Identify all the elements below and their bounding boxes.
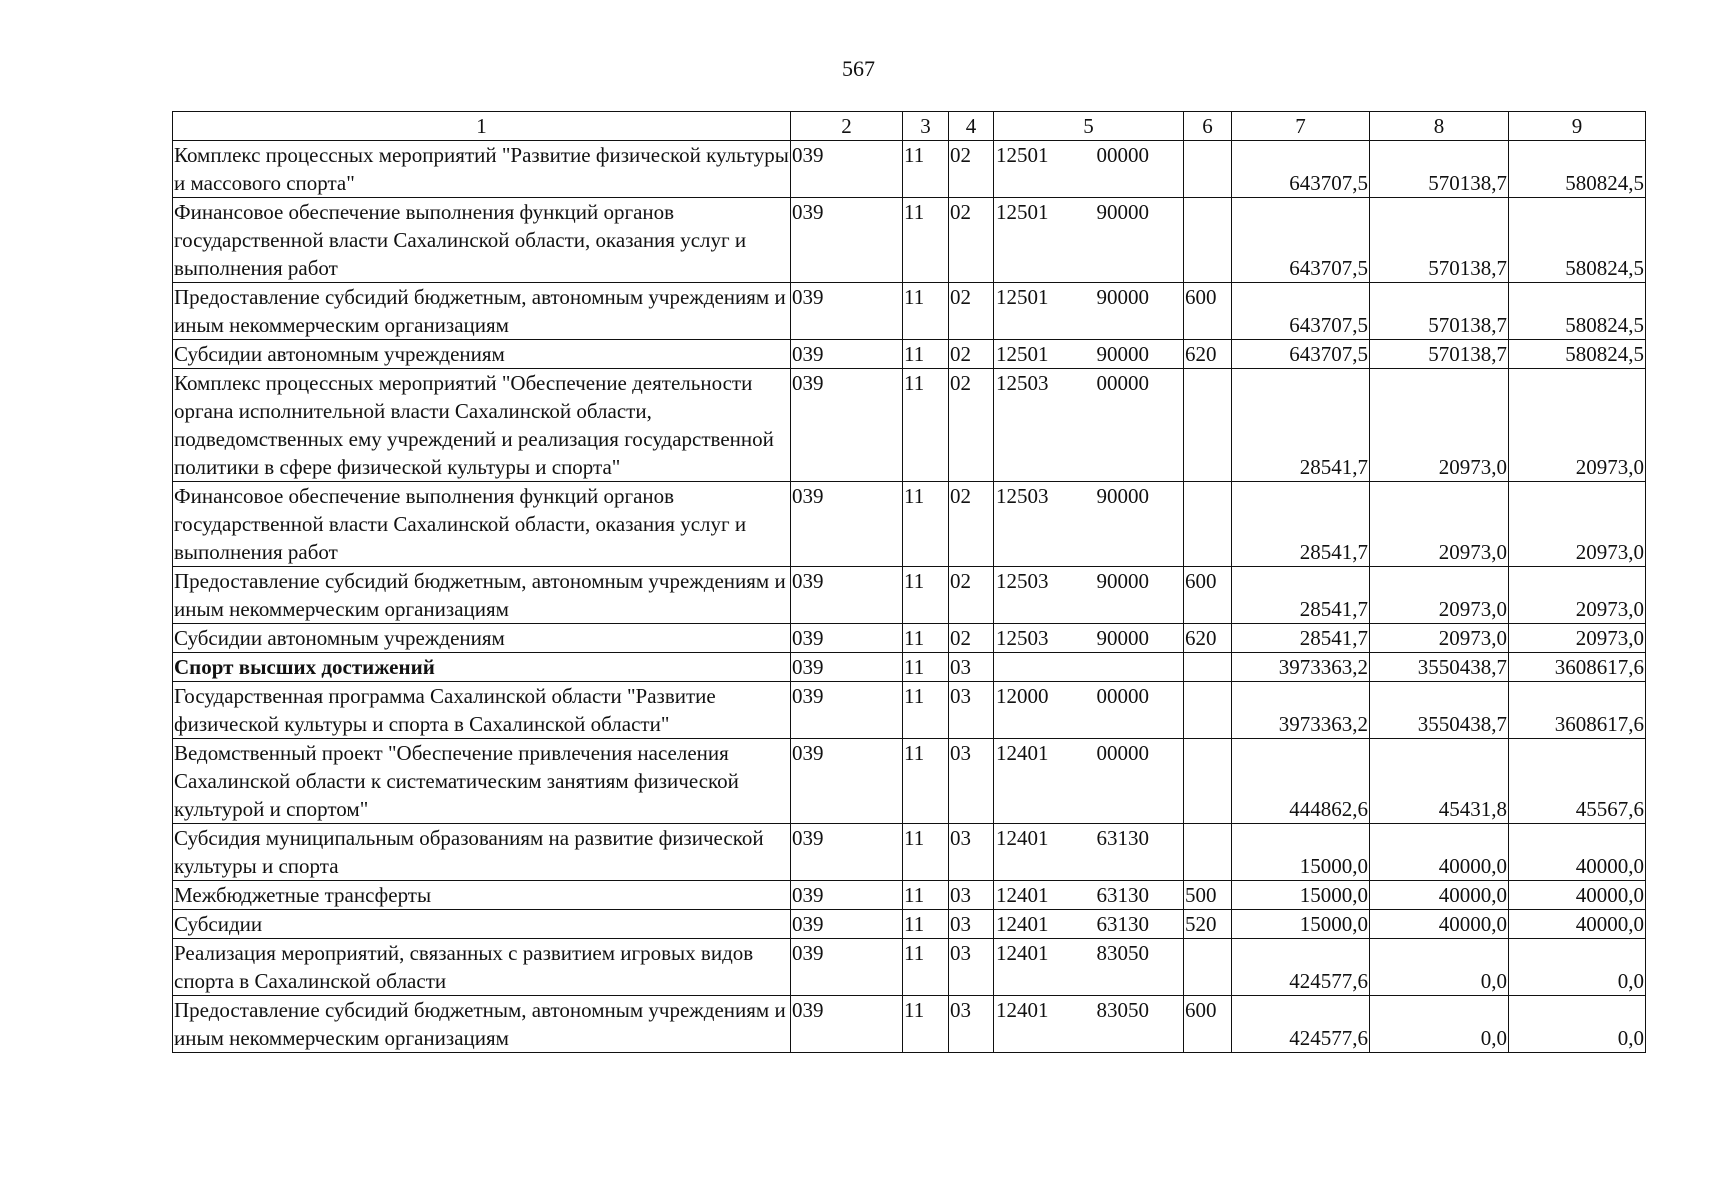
row-name-cell: Предоставление субсидий бюджетным, автономным учреждениям и иным некоммерческим организациям <box>173 996 791 1053</box>
header-row <box>173 112 1646 141</box>
subsection-code-cell: 02 <box>949 340 994 369</box>
header-cell-5: 5 <box>994 112 1184 141</box>
header-cell-7: 7 <box>1232 112 1370 141</box>
header-cell-4: 4 <box>949 112 994 141</box>
target-article-program: 12401 <box>996 883 1049 907</box>
ved-code-cell: 039 <box>791 910 903 939</box>
target-article-cell <box>994 340 1184 369</box>
section-code-cell: 11 <box>903 996 949 1053</box>
amount-col8-cell: 20973,0 <box>1370 624 1509 653</box>
ved-code-cell: 039 <box>791 939 903 996</box>
target-article-program: 12401 <box>996 741 1049 765</box>
target-article-direction: 90000 <box>1096 200 1149 224</box>
row-name-cell: Межбюджетные трансферты <box>173 881 791 910</box>
amount-col7-cell: 424577,6 <box>1232 996 1370 1053</box>
target-article-cell <box>994 653 1184 682</box>
amount-col8-cell: 3550438,7 <box>1370 682 1509 739</box>
row-name-cell: Субсидии автономным учреждениям <box>173 624 791 653</box>
target-article-program: 12503 <box>996 484 1049 508</box>
subsection-code-cell: 03 <box>949 653 994 682</box>
expense-type-cell <box>1184 369 1232 482</box>
target-article-program: 12401 <box>996 998 1049 1022</box>
header-cell-9: 9 <box>1509 112 1646 141</box>
target-article-cell <box>994 624 1184 653</box>
amount-col7-cell: 28541,7 <box>1232 369 1370 482</box>
amount-col9-cell: 0,0 <box>1509 996 1646 1053</box>
amount-col9-cell: 580824,5 <box>1509 340 1646 369</box>
subsection-code-cell: 03 <box>949 910 994 939</box>
expense-type-cell <box>1184 682 1232 739</box>
section-code-cell: 11 <box>903 910 949 939</box>
table-row <box>173 141 1646 198</box>
subsection-code-cell: 02 <box>949 283 994 340</box>
amount-col9-cell: 580824,5 <box>1509 283 1646 340</box>
amount-col9-cell: 3608617,6 <box>1509 653 1646 682</box>
target-article-cell <box>994 939 1184 996</box>
header-cell-2: 2 <box>791 112 903 141</box>
amount-col9-cell: 40000,0 <box>1509 824 1646 881</box>
target-article-cell <box>994 369 1184 482</box>
ved-code-cell: 039 <box>791 739 903 824</box>
expense-type-cell: 500 <box>1184 881 1232 910</box>
amount-col7-cell: 28541,7 <box>1232 567 1370 624</box>
ved-code-cell: 039 <box>791 567 903 624</box>
amount-col9-cell: 3608617,6 <box>1509 682 1646 739</box>
amount-col7-cell: 28541,7 <box>1232 624 1370 653</box>
subsection-code-cell: 02 <box>949 482 994 567</box>
header-cell-6: 6 <box>1184 112 1232 141</box>
subsection-code-cell: 03 <box>949 824 994 881</box>
amount-col7-cell: 643707,5 <box>1232 340 1370 369</box>
amount-col8-cell: 3550438,7 <box>1370 653 1509 682</box>
target-article-cell <box>994 739 1184 824</box>
target-article-program: 12401 <box>996 826 1049 850</box>
amount-col9-cell: 20973,0 <box>1509 369 1646 482</box>
header-cell-1: 1 <box>173 112 791 141</box>
table-row <box>173 653 1646 682</box>
amount-col8-cell: 0,0 <box>1370 939 1509 996</box>
target-article-direction: 90000 <box>1096 285 1149 309</box>
amount-col7-cell: 3973363,2 <box>1232 682 1370 739</box>
target-article-direction: 00000 <box>1096 684 1149 708</box>
target-article-cell <box>994 682 1184 739</box>
subsection-code-cell: 02 <box>949 567 994 624</box>
amount-col7-cell: 643707,5 <box>1232 283 1370 340</box>
section-code-cell: 11 <box>903 340 949 369</box>
row-name-cell: Субсидия муниципальным образованиям на развитие физической культуры и спорта <box>173 824 791 881</box>
subsection-code-cell: 02 <box>949 198 994 283</box>
section-code-cell: 11 <box>903 482 949 567</box>
ved-code-cell: 039 <box>791 283 903 340</box>
amount-col9-cell: 20973,0 <box>1509 482 1646 567</box>
row-name-cell: Государственная программа Сахалинской области "Развитие физической культуры и спорта в Сахалинской области" <box>173 682 791 739</box>
section-code-cell: 11 <box>903 824 949 881</box>
target-article-cell <box>994 141 1184 198</box>
table-row <box>173 340 1646 369</box>
row-name-cell: Ведомственный проект "Обеспечение привлечения населения Сахалинской области к систематическим занятиям физической культурой и спортом" <box>173 739 791 824</box>
target-article-direction: 90000 <box>1096 342 1149 366</box>
target-article-program: 12501 <box>996 285 1049 309</box>
target-article-program: 12503 <box>996 371 1049 395</box>
table-row <box>173 624 1646 653</box>
amount-col8-cell: 570138,7 <box>1370 283 1509 340</box>
section-code-cell: 11 <box>903 682 949 739</box>
section-code-cell: 11 <box>903 567 949 624</box>
section-code-cell: 11 <box>903 198 949 283</box>
amount-col7-cell: 444862,6 <box>1232 739 1370 824</box>
expense-type-cell <box>1184 141 1232 198</box>
section-code-cell: 11 <box>903 653 949 682</box>
table-row <box>173 996 1646 1053</box>
ved-code-cell: 039 <box>791 340 903 369</box>
target-article-direction: 63130 <box>1096 912 1149 936</box>
table-row <box>173 739 1646 824</box>
ved-code-cell: 039 <box>791 682 903 739</box>
row-name-cell: Субсидии <box>173 910 791 939</box>
table-row <box>173 567 1646 624</box>
target-article-direction: 00000 <box>1096 371 1149 395</box>
expense-type-cell <box>1184 939 1232 996</box>
table-row <box>173 283 1646 340</box>
header-cell-8: 8 <box>1370 112 1509 141</box>
target-article-program: 12503 <box>996 569 1049 593</box>
target-article-direction: 00000 <box>1096 143 1149 167</box>
expense-type-cell: 520 <box>1184 910 1232 939</box>
target-article-direction: 63130 <box>1096 826 1149 850</box>
subsection-code-cell: 03 <box>949 682 994 739</box>
amount-col8-cell: 40000,0 <box>1370 910 1509 939</box>
subsection-code-cell: 02 <box>949 141 994 198</box>
target-article-direction: 00000 <box>1096 741 1149 765</box>
amount-col8-cell: 0,0 <box>1370 996 1509 1053</box>
target-article-direction: 90000 <box>1096 484 1149 508</box>
subsection-code-cell: 03 <box>949 881 994 910</box>
target-article-program: 12401 <box>996 912 1049 936</box>
target-article-cell <box>994 283 1184 340</box>
target-article-cell <box>994 881 1184 910</box>
table-row <box>173 198 1646 283</box>
table-row <box>173 881 1646 910</box>
target-article-program: 12503 <box>996 626 1049 650</box>
section-code-cell: 11 <box>903 369 949 482</box>
target-article-direction: 63130 <box>1096 883 1149 907</box>
target-article-direction: 90000 <box>1096 626 1149 650</box>
section-code-cell: 11 <box>903 283 949 340</box>
amount-col7-cell: 3973363,2 <box>1232 653 1370 682</box>
expense-type-cell: 600 <box>1184 567 1232 624</box>
target-article-direction: 83050 <box>1096 941 1149 965</box>
target-article-direction: 83050 <box>1096 998 1149 1022</box>
amount-col9-cell: 580824,5 <box>1509 141 1646 198</box>
amount-col7-cell: 28541,7 <box>1232 482 1370 567</box>
table-row <box>173 824 1646 881</box>
section-code-cell: 11 <box>903 739 949 824</box>
amount-col7-cell: 643707,5 <box>1232 141 1370 198</box>
target-article-direction: 90000 <box>1096 569 1149 593</box>
ved-code-cell: 039 <box>791 653 903 682</box>
target-article-program: 12501 <box>996 342 1049 366</box>
target-article-program: 12501 <box>996 200 1049 224</box>
ved-code-cell: 039 <box>791 624 903 653</box>
ved-code-cell: 039 <box>791 198 903 283</box>
row-name-cell: Комплекс процессных мероприятий "Развитие физической культуры и массового спорта" <box>173 141 791 198</box>
row-name-cell: Комплекс процессных мероприятий "Обеспечение деятельности органа исполнительной власти Сахалинской области, подведомственных ему учреждений и реализация государственной политики в сфере физической культуры и спорта" <box>173 369 791 482</box>
table-row <box>173 682 1646 739</box>
target-article-cell <box>994 996 1184 1053</box>
row-name-cell: Субсидии автономным учреждениям <box>173 340 791 369</box>
row-name-cell: Финансовое обеспечение выполнения функций органов государственной власти Сахалинской области, оказания услуг и выполнения работ <box>173 198 791 283</box>
amount-col8-cell: 570138,7 <box>1370 340 1509 369</box>
ved-code-cell: 039 <box>791 141 903 198</box>
amount-col9-cell: 0,0 <box>1509 939 1646 996</box>
target-article-cell <box>994 482 1184 567</box>
expense-type-cell <box>1184 739 1232 824</box>
amount-col9-cell: 20973,0 <box>1509 567 1646 624</box>
row-name-cell: Предоставление субсидий бюджетным, автономным учреждениям и иным некоммерческим организациям <box>173 283 791 340</box>
table-row <box>173 939 1646 996</box>
amount-col8-cell: 20973,0 <box>1370 482 1509 567</box>
amount-col8-cell: 570138,7 <box>1370 198 1509 283</box>
amount-col9-cell: 40000,0 <box>1509 881 1646 910</box>
row-name-cell: Предоставление субсидий бюджетным, автономным учреждениям и иным некоммерческим организациям <box>173 567 791 624</box>
amount-col8-cell: 40000,0 <box>1370 881 1509 910</box>
expense-type-cell <box>1184 482 1232 567</box>
target-article-cell <box>994 198 1184 283</box>
target-article-cell <box>994 824 1184 881</box>
table-row <box>173 369 1646 482</box>
expense-type-cell: 620 <box>1184 624 1232 653</box>
amount-col8-cell: 45431,8 <box>1370 739 1509 824</box>
table-row <box>173 482 1646 567</box>
amount-col9-cell: 20973,0 <box>1509 624 1646 653</box>
target-article-program: 12401 <box>996 941 1049 965</box>
ved-code-cell: 039 <box>791 369 903 482</box>
amount-col9-cell: 40000,0 <box>1509 910 1646 939</box>
amount-col7-cell: 643707,5 <box>1232 198 1370 283</box>
ved-code-cell: 039 <box>791 996 903 1053</box>
amount-col8-cell: 570138,7 <box>1370 141 1509 198</box>
section-code-cell: 11 <box>903 624 949 653</box>
subsection-code-cell: 03 <box>949 996 994 1053</box>
ved-code-cell: 039 <box>791 881 903 910</box>
amount-col7-cell: 15000,0 <box>1232 910 1370 939</box>
page-number: 567 <box>842 56 875 81</box>
amount-col8-cell: 20973,0 <box>1370 567 1509 624</box>
target-article-cell <box>994 567 1184 624</box>
target-article-program: 12000 <box>996 684 1049 708</box>
amount-col8-cell: 40000,0 <box>1370 824 1509 881</box>
amount-col7-cell: 15000,0 <box>1232 881 1370 910</box>
section-code-cell: 11 <box>903 881 949 910</box>
ved-code-cell: 039 <box>791 482 903 567</box>
subsection-code-cell: 03 <box>949 739 994 824</box>
amount-col9-cell: 580824,5 <box>1509 198 1646 283</box>
expense-type-cell: 600 <box>1184 283 1232 340</box>
header-cell-3: 3 <box>903 112 949 141</box>
amount-col9-cell: 45567,6 <box>1509 739 1646 824</box>
subsection-code-cell: 02 <box>949 369 994 482</box>
amount-col7-cell: 15000,0 <box>1232 824 1370 881</box>
amount-col8-cell: 20973,0 <box>1370 369 1509 482</box>
row-name-cell: Реализация мероприятий, связанных с развитием игровых видов спорта в Сахалинской области <box>173 939 791 996</box>
expense-type-cell: 620 <box>1184 340 1232 369</box>
section-code-cell: 11 <box>903 939 949 996</box>
ved-code-cell: 039 <box>791 824 903 881</box>
budget-table <box>172 111 1646 1053</box>
expense-type-cell <box>1184 824 1232 881</box>
section-code-cell: 11 <box>903 141 949 198</box>
expense-type-cell: 600 <box>1184 996 1232 1053</box>
target-article-cell <box>994 910 1184 939</box>
amount-col7-cell: 424577,6 <box>1232 939 1370 996</box>
expense-type-cell <box>1184 198 1232 283</box>
subsection-code-cell: 03 <box>949 939 994 996</box>
subsection-code-cell: 02 <box>949 624 994 653</box>
row-name-cell: Финансовое обеспечение выполнения функций органов государственной власти Сахалинской области, оказания услуг и выполнения работ <box>173 482 791 567</box>
table-row <box>173 910 1646 939</box>
target-article-program: 12501 <box>996 143 1049 167</box>
row-name-cell: Спорт высших достижений <box>173 653 791 682</box>
expense-type-cell <box>1184 653 1232 682</box>
